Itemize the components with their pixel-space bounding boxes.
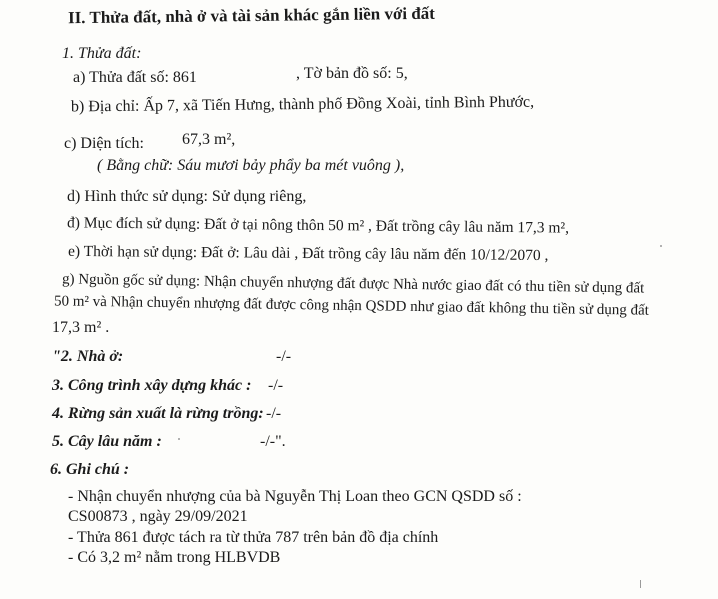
note-line-4: - Có 3,2 m² nằm trong HLBVDB — [68, 549, 281, 566]
land-use-form: d) Hình thức sử dụng: Sử dụng riêng, — [67, 188, 307, 205]
scan-speck — [178, 438, 180, 440]
land-address: b) Địa chỉ: Ấp 7, xã Tiến Hưng, thành phố Đồng Xoài, tỉnh Bình Phước, — [70, 93, 535, 116]
perennial-trees-value: -/-". — [260, 433, 286, 450]
forest-value: -/- — [266, 405, 282, 422]
section-title: II. Thửa đất, nhà ở và tài sản khác gắn liền với đất — [67, 3, 436, 28]
construction-label: 3. Công trình xây dựng khác : — [52, 377, 252, 394]
house-label: "2. Nhà ở: — [52, 348, 124, 365]
note-line-2: CS00873 , ngày 29/09/2021 — [68, 508, 248, 525]
parcel-number: a) Thửa đất số: 861 — [73, 69, 197, 86]
note-line-1: - Nhận chuyển nhượng của bà Nguyễn Thị Loan theo GCN QSDD số : — [68, 488, 522, 505]
construction-value: -/- — [268, 377, 284, 394]
area-label: c) Diện tích: — [64, 135, 144, 152]
land-use-purpose: đ) Mục đích sử dụng: Đất ở tại nông thôn 50 m² , Đất trồng cây lâu năm 17,3 m², — [66, 214, 570, 237]
land-origin-line-2: 50 m² và Nhận chuyển nhượng đất được công nhận QSDD như giao đất không thu tiền sử dụng đất — [53, 293, 649, 319]
scan-speck — [660, 245, 662, 247]
perennial-trees-label: 5. Cây lâu năm : — [52, 433, 162, 450]
scan-speck — [640, 580, 641, 588]
notes-title: 6. Ghi chú : — [50, 461, 130, 478]
land-origin-line-3: 17,3 m² . — [52, 319, 110, 336]
land-use-duration: e) Thời hạn sử dụng: Đất ở: Lâu dài , Đất trồng cây lâu năm đến 10/12/2070 , — [67, 242, 549, 265]
area-value: 67,3 m², — [182, 131, 236, 148]
forest-label: 4. Rừng sản xuất là rừng trồng: — [52, 405, 264, 422]
note-line-3: - Thửa 861 được tách ra từ thửa 787 trên bản đồ địa chính — [68, 529, 439, 546]
land-section-title: 1. Thửa đất: — [62, 45, 142, 62]
house-value: -/- — [276, 348, 292, 365]
area-in-words: ( Bằng chữ: Sáu mươi bảy phẩy ba mét vuông ), — [97, 157, 405, 174]
map-sheet-number: , Tờ bản đồ số: 5, — [296, 65, 408, 82]
land-origin-line-1: g) Nguồn gốc sử dụng: Nhận chuyển nhượng đất được Nhà nước giao đất có thu tiền sử dụng đất — [61, 271, 645, 297]
